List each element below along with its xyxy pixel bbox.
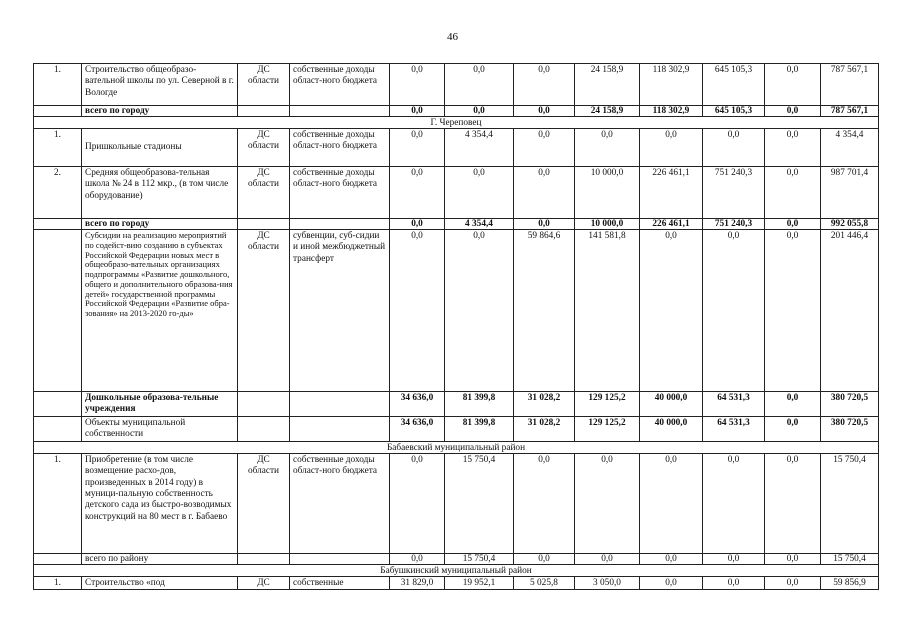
value-cell: 34 636,0 bbox=[390, 417, 445, 442]
total-value: 0,0 bbox=[514, 554, 575, 565]
table-row bbox=[34, 129, 879, 167]
responsible-org: ДС области bbox=[238, 129, 290, 167]
object-name: Приобретение (в том числе возмещение расхо-дов, произведенных в 2014 году) в муници-пальную собственность детского сада из быстро-возводимых конструкций на 80 мест в г. Бабаево bbox=[82, 454, 238, 554]
value-cell: 987 701,4 bbox=[821, 167, 879, 219]
table-row bbox=[34, 64, 879, 106]
object-name: Пришкольные стадионы bbox=[82, 129, 238, 167]
funding-source: собственные доходы област-ного бюджета bbox=[290, 454, 390, 554]
value-cell: 0,0 bbox=[765, 392, 821, 417]
responsible-org: ДС bbox=[238, 577, 290, 590]
value-cell: 4 354,4 bbox=[445, 129, 514, 167]
value-cell: 0,0 bbox=[575, 454, 640, 554]
row-index: 1. bbox=[34, 577, 82, 590]
value-cell: 0,0 bbox=[703, 129, 765, 167]
value-cell: 141 581,8 bbox=[575, 230, 640, 392]
value-cell: 0,0 bbox=[703, 454, 765, 554]
total-value: 0,0 bbox=[703, 554, 765, 565]
table-row bbox=[34, 454, 879, 554]
total-label: всего по району bbox=[82, 554, 238, 565]
value-cell: 0,0 bbox=[765, 129, 821, 167]
section-header-row bbox=[34, 117, 879, 129]
value-cell: 0,0 bbox=[514, 167, 575, 219]
table-row bbox=[34, 230, 879, 392]
section-title: Бабушкинский муниципальный район bbox=[34, 565, 879, 577]
total-value: 0,0 bbox=[390, 106, 445, 117]
value-cell: 10 000,0 bbox=[575, 167, 640, 219]
total-value: 0,0 bbox=[640, 554, 703, 565]
value-cell: 0,0 bbox=[390, 129, 445, 167]
value-cell: 129 125,2 bbox=[575, 392, 640, 417]
value-cell: 0,0 bbox=[703, 230, 765, 392]
object-name: Средняя общеобразова-тельная школа № 24 в 112 мкр., (в том числе оборудование) bbox=[82, 167, 238, 219]
value-cell: 0,0 bbox=[514, 64, 575, 106]
value-cell: 31 028,2 bbox=[514, 392, 575, 417]
value-cell: 129 125,2 bbox=[575, 417, 640, 442]
total-label: всего по городу bbox=[82, 219, 238, 230]
value-cell: 64 531,3 bbox=[703, 417, 765, 442]
total-value: 645 105,3 bbox=[703, 106, 765, 117]
total-value: 118 302,9 bbox=[640, 106, 703, 117]
responsible-org: ДС области bbox=[238, 167, 290, 219]
object-name: Дошкольные образова-тельные учреждения bbox=[82, 392, 238, 417]
value-cell: 3 050,0 bbox=[575, 577, 640, 590]
total-value: 226 461,1 bbox=[640, 219, 703, 230]
value-cell: 0,0 bbox=[640, 129, 703, 167]
section-header-row bbox=[34, 442, 879, 454]
value-cell: 31 028,2 bbox=[514, 417, 575, 442]
subtotal-row bbox=[34, 392, 879, 417]
value-cell: 59 856,9 bbox=[821, 577, 879, 590]
value-cell: 0,0 bbox=[390, 167, 445, 219]
section-title: Бабаевский муниципальный район bbox=[34, 442, 879, 454]
value-cell: 0,0 bbox=[514, 454, 575, 554]
value-cell: 0,0 bbox=[514, 129, 575, 167]
value-cell: 0,0 bbox=[640, 230, 703, 392]
budget-table bbox=[33, 63, 879, 590]
value-cell: 0,0 bbox=[765, 417, 821, 442]
value-cell: 226 461,1 bbox=[640, 167, 703, 219]
row-index: 1. bbox=[34, 129, 82, 167]
total-label: всего по городу bbox=[82, 106, 238, 117]
value-cell: 0,0 bbox=[640, 577, 703, 590]
object-name: Объекты муниципальной собственности bbox=[82, 417, 238, 442]
value-cell: 0,0 bbox=[390, 454, 445, 554]
value-cell: 40 000,0 bbox=[640, 417, 703, 442]
responsible-org: ДС области bbox=[238, 230, 290, 392]
value-cell: 19 952,1 bbox=[445, 577, 514, 590]
total-value: 0,0 bbox=[514, 106, 575, 117]
value-cell: 0,0 bbox=[640, 454, 703, 554]
funding-source: собственные доходы област-ного бюджета bbox=[290, 129, 390, 167]
value-cell: 0,0 bbox=[765, 167, 821, 219]
funding-source: собственные доходы област-ного бюджета bbox=[290, 167, 390, 219]
value-cell: 645 105,3 bbox=[703, 64, 765, 106]
value-cell: 0,0 bbox=[575, 129, 640, 167]
value-cell: 81 399,8 bbox=[445, 392, 514, 417]
total-value: 751 240,3 bbox=[703, 219, 765, 230]
row-index: 1. bbox=[34, 454, 82, 554]
responsible-org: ДС области bbox=[238, 454, 290, 554]
value-cell: 0,0 bbox=[703, 577, 765, 590]
total-value: 0,0 bbox=[575, 554, 640, 565]
value-cell: 5 025,8 bbox=[514, 577, 575, 590]
value-cell: 4 354,4 bbox=[821, 129, 879, 167]
total-value: 992 055,8 bbox=[821, 219, 879, 230]
page-number: 46 bbox=[447, 31, 458, 43]
table-row bbox=[34, 577, 879, 590]
value-cell: 0,0 bbox=[445, 230, 514, 392]
value-cell: 31 829,0 bbox=[390, 577, 445, 590]
value-cell: 751 240,3 bbox=[703, 167, 765, 219]
value-cell: 24 158,9 bbox=[575, 64, 640, 106]
value-cell: 118 302,9 bbox=[640, 64, 703, 106]
table-row bbox=[34, 167, 879, 219]
funding-source: субвенции, суб-сидии и иной межбюджетный трансферт bbox=[290, 230, 390, 392]
total-value: 15 750,4 bbox=[445, 554, 514, 565]
responsible-org: ДС области bbox=[238, 64, 290, 106]
row-index: 2. bbox=[34, 167, 82, 219]
total-value: 0,0 bbox=[514, 219, 575, 230]
total-value: 0,0 bbox=[765, 106, 821, 117]
value-cell: 0,0 bbox=[765, 577, 821, 590]
total-value: 24 158,9 bbox=[575, 106, 640, 117]
value-cell: 15 750,4 bbox=[445, 454, 514, 554]
total-value: 0,0 bbox=[765, 219, 821, 230]
funding-source: собственные доходы област-ного бюджета bbox=[290, 64, 390, 106]
row-index: 1. bbox=[34, 64, 82, 106]
value-cell: 787 567,1 bbox=[821, 64, 879, 106]
value-cell: 201 446,4 bbox=[821, 230, 879, 392]
section-header-row bbox=[34, 565, 879, 577]
value-cell: 0,0 bbox=[765, 454, 821, 554]
value-cell: 380 720,5 bbox=[821, 417, 879, 442]
value-cell: 81 399,8 bbox=[445, 417, 514, 442]
value-cell: 380 720,5 bbox=[821, 392, 879, 417]
object-name: Строительство «под bbox=[82, 577, 238, 590]
value-cell: 0,0 bbox=[445, 64, 514, 106]
value-cell: 64 531,3 bbox=[703, 392, 765, 417]
value-cell: 59 864,6 bbox=[514, 230, 575, 392]
value-cell: 34 636,0 bbox=[390, 392, 445, 417]
total-row bbox=[34, 106, 879, 117]
total-value: 0,0 bbox=[390, 554, 445, 565]
total-value: 0,0 bbox=[765, 554, 821, 565]
total-row bbox=[34, 554, 879, 565]
subtotal-row bbox=[34, 417, 879, 442]
total-value: 0,0 bbox=[390, 219, 445, 230]
value-cell: 0,0 bbox=[390, 230, 445, 392]
total-value: 15 750,4 bbox=[821, 554, 879, 565]
total-value: 4 354,4 bbox=[445, 219, 514, 230]
total-row bbox=[34, 219, 879, 230]
section-title: Г. Череповец bbox=[34, 117, 879, 129]
total-value: 10 000,0 bbox=[575, 219, 640, 230]
value-cell: 40 000,0 bbox=[640, 392, 703, 417]
value-cell: 15 750,4 bbox=[821, 454, 879, 554]
funding-source: собственные bbox=[290, 577, 390, 590]
value-cell: 0,0 bbox=[445, 167, 514, 219]
value-cell: 0,0 bbox=[765, 64, 821, 106]
total-value: 0,0 bbox=[445, 106, 514, 117]
object-name: Строительство общеобразо-вательной школы по ул. Северной в г. Вологде bbox=[82, 64, 238, 106]
value-cell: 0,0 bbox=[390, 64, 445, 106]
total-value: 787 567,1 bbox=[821, 106, 879, 117]
object-name: Субсидии на реализацию мероприятий по содейст-вию созданию в субъектах Российской Федерации новых мест в общеобразо-вательных организациях подпрограммы «Развитие дошкольного, общего и дополнительного образова-ния детей» государственной программы Российской Федерации «Развитие обра-зования» на 2013-2020 го-ды» bbox=[82, 230, 238, 392]
value-cell: 0,0 bbox=[765, 230, 821, 392]
